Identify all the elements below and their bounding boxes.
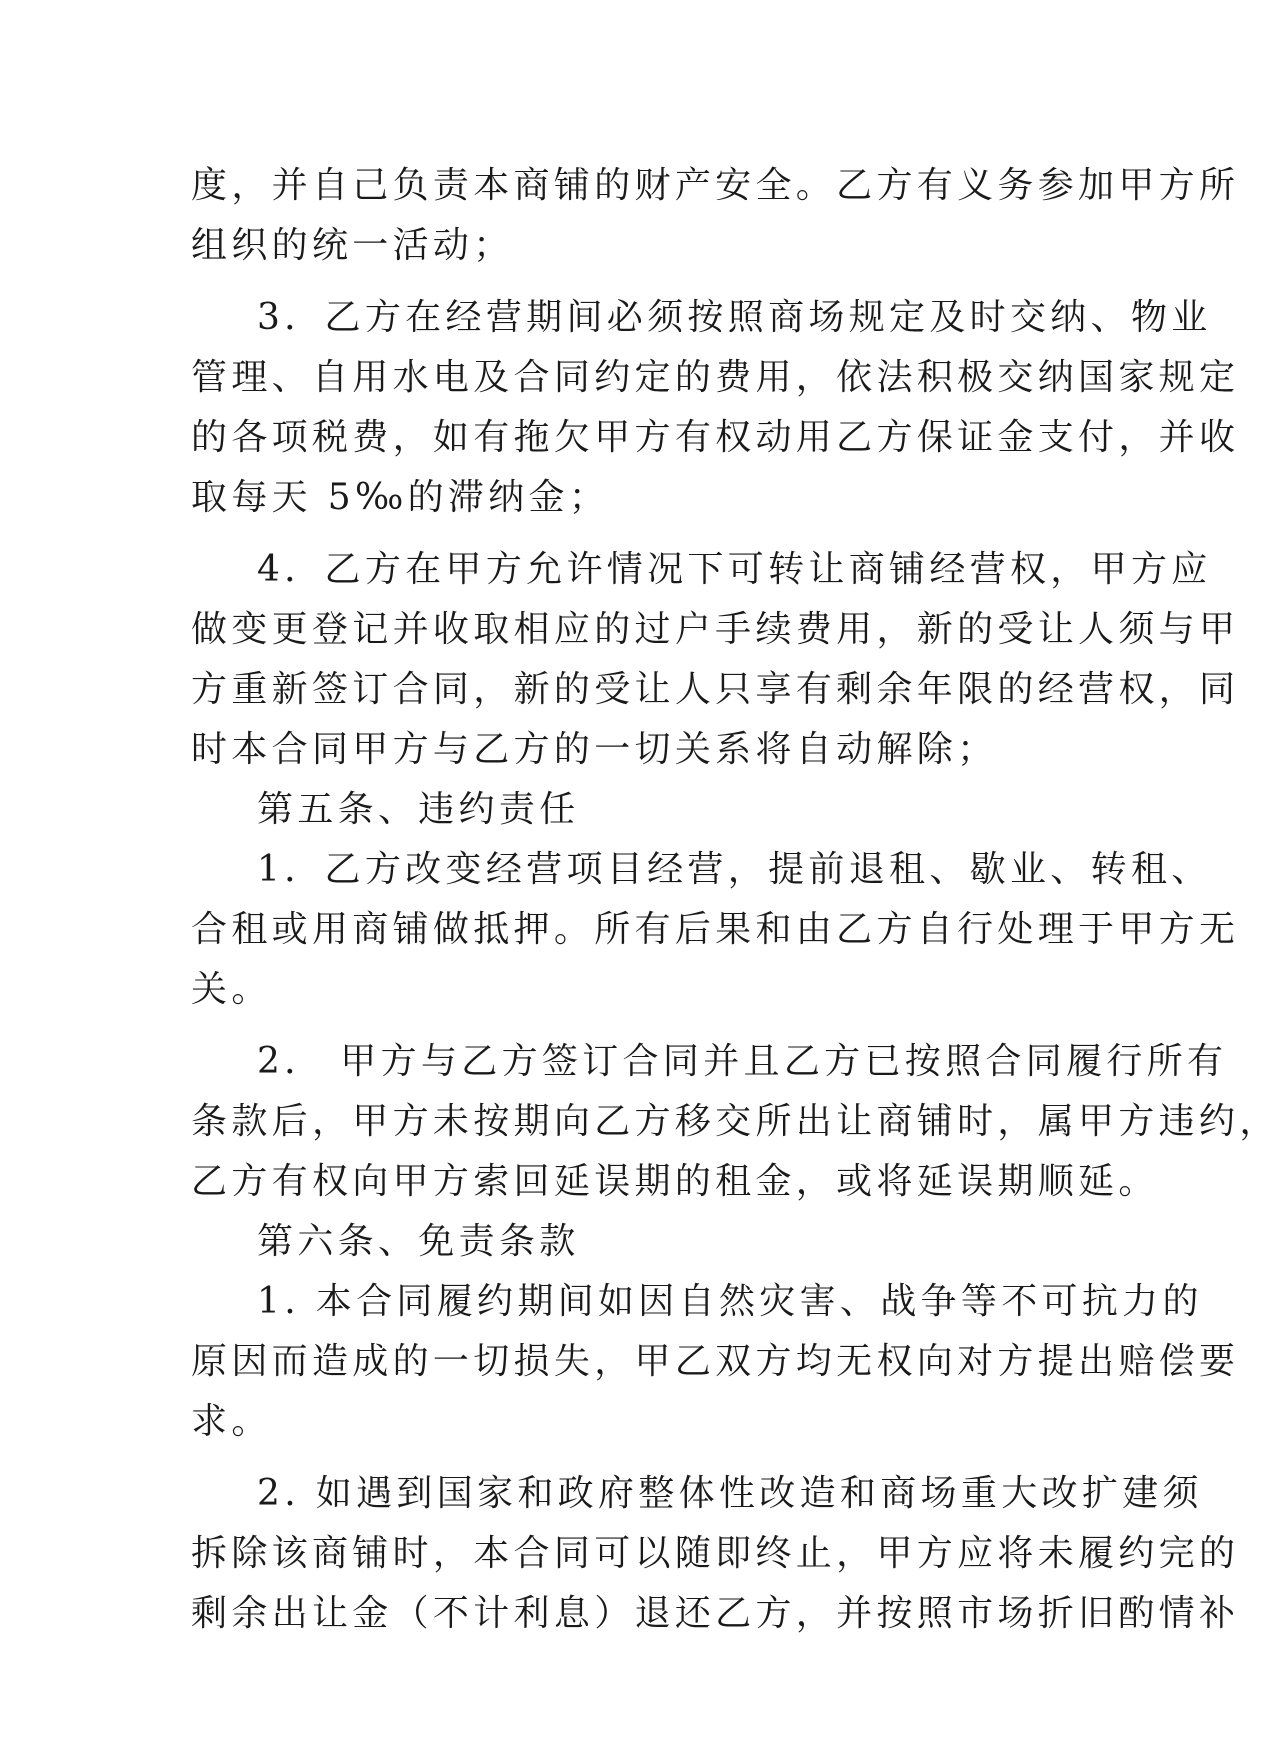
text-line: 组织的统一活动； (191, 225, 514, 266)
text-line: 1. 本合同履约期间如因自然灾害、战争等不可抗力的 (257, 1281, 1203, 1322)
paragraph-gap (191, 276, 1051, 288)
text-line: 拆除该商铺时，本合同可以随即终止，甲方应将未履约完的 (191, 1533, 1240, 1574)
text-line: 时本合同甲方与乙方的一切关系将自动解除； (191, 729, 998, 770)
text-line: 度，并自己负责本商铺的财产安全。乙方有义务参加甲方所 (191, 165, 1240, 206)
text-line: 1．乙方改变经营项目经营，提前退租、歇业、转租、 (257, 849, 1212, 890)
contract-body-text (191, 156, 1280, 1644)
text-line: 原因而造成的一切损失，甲乙双方均无权向对方提出赔偿要 (191, 1341, 1240, 1382)
text-line: 做变更登记并收取相应的过户手续费用，新的受让人须与甲 (191, 609, 1240, 650)
text-line: 关。 (191, 969, 272, 1010)
paragraph-gap (191, 528, 1051, 540)
text-line: 2． 甲方与乙方签订合同并且乙方已按照合同履行所有 (257, 1041, 1228, 1082)
paragraph-gap (191, 1020, 1051, 1032)
text-line: 方重新签订合同，新的受让人只享有剩余年限的经营权，同 (191, 669, 1240, 710)
text-line: 的各项税费，如有拖欠甲方有权动用乙方保证金支付，并收 (191, 417, 1240, 458)
text-line: 管理、自用水电及合同约定的费用，依法积极交纳国家规定 (191, 357, 1240, 398)
text-line: 剩余出让金（不计利息）退还乙方，并按照市场折旧酌情补 (191, 1593, 1240, 1634)
paragraph-gap (191, 1452, 1051, 1464)
text-line: 求。 (191, 1401, 272, 1442)
text-line: 合租或用商铺做抵押。所有后果和由乙方自行处理于甲方无 (191, 909, 1240, 950)
text-line: 4．乙方在甲方允许情况下可转让商铺经营权，甲方应 (257, 549, 1212, 590)
text-line: 2. 如遇到国家和政府整体性改造和商场重大改扩建须 (257, 1473, 1203, 1514)
text-line: 乙方有权向甲方索回延误期的租金，或将延误期顺延。 (191, 1161, 1159, 1202)
text-line: 取每天 5‰的滞纳金； (191, 477, 610, 518)
text-line: 第六条、免责条款 (257, 1221, 580, 1262)
text-line: 条款后，甲方未按期向乙方移交所出让商铺时，属甲方违约， (191, 1101, 1280, 1142)
text-line: 第五条、违约责任 (257, 789, 580, 830)
text-line: 3．乙方在经营期间必须按照商场规定及时交纳、物业 (257, 297, 1212, 338)
